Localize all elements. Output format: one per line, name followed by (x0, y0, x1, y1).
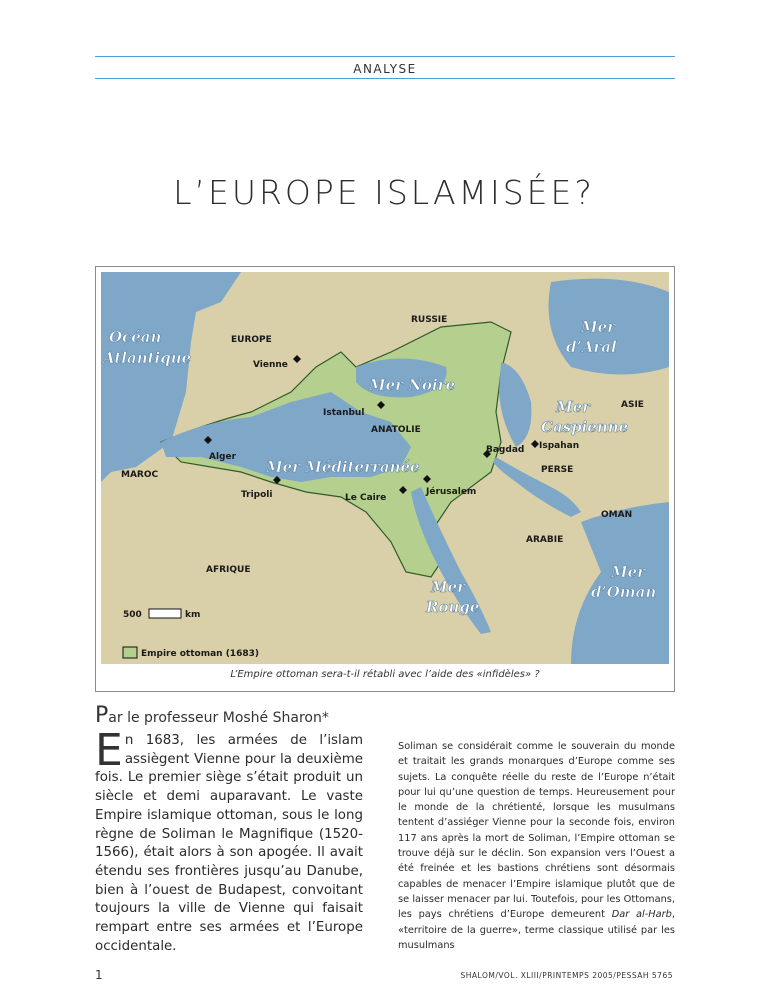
svg-text:Ispahan: Ispahan (539, 441, 580, 451)
byline-initial: P (95, 703, 109, 728)
label-anatolie: ANATOLIE (371, 425, 421, 435)
body-text-part1: Soliman se considérait comme le souverain du monde et traitait les grands monarques d’Europe comme ses sujets. La conquête réelle du reste de l’Europe n’était pour lui qu’une question de temps. Heureusement pour le monde de la chrétienté, lorsque les musulmans tentent d’assiéger Vienne pour la seconde fois, environ 117 ans après la mort de Soliman, l’Empire ottoman se trouve déjà sur le déclin. Son expansion vers l’Ouest a été freinée et les bastions chrétiens sont désormais capables de menacer l’Empire islamique plutôt que de se laisser menacer par lui. Toutefois, pour les Ottomans, les pays chrétiens d’Europe demeurent (398, 741, 675, 921)
label-caspienne-1: Mer (556, 398, 591, 416)
map-caption: L’Empire ottoman sera-t-il rétabli avec l’aide des «infidèles» ? (230, 669, 540, 680)
svg-text:Bagdad: Bagdad (486, 445, 525, 455)
label-rouge-1: Mer (431, 578, 466, 596)
body-text-italic: Dar al-Harb (611, 909, 672, 921)
svg-text:km: km (185, 610, 201, 620)
svg-text:500: 500 (123, 610, 142, 620)
drop-cap: E (95, 725, 123, 776)
label-maroc: MAROC (121, 470, 159, 480)
lead-paragraph: n 1683, les armées de l’islam assiègent Vienne pour la deuxième fois. Le premier siège s’était produit un siècle et demi auparavant. Le vaste Empire islamique ottoman, sous le long règne de Soliman le Magnifique (1520-1566), était alors à son apogée. Il avait étendu ses frontières jusqu’au Danube, bien à l’ouest de Budapest, convoitant toujours la ville de Vienne qui faisait rempart entre ses armées et l’Europe occidentale. (95, 733, 363, 954)
byline (95, 703, 329, 728)
scale-bar (123, 609, 200, 620)
label-oman: OMAN (601, 510, 633, 520)
svg-text:Alger: Alger (209, 452, 237, 462)
svg-text:Istanbul: Istanbul (323, 408, 365, 418)
label-aral-1: Mer (581, 318, 616, 336)
label-ocean-2: Atlantique (103, 349, 192, 367)
section-label: ANALYSE (353, 62, 417, 76)
article-lead-column (95, 725, 363, 956)
publication-footer: SHALOM/VOL. XLIII/PRINTEMPS 2005/PESSAH 5765 (460, 971, 673, 980)
svg-text:Tripoli: Tripoli (241, 490, 273, 500)
label-ocean-1: Océan (109, 328, 162, 346)
header-rule-bottom (95, 78, 675, 79)
byline-text: ar le professeur Moshé Sharon* (108, 710, 329, 726)
article-title: L’EUROPE ISLAMISÉE? (173, 173, 595, 212)
svg-text:Vienne: Vienne (253, 360, 288, 370)
svg-text:Jérusalem: Jérusalem (426, 487, 477, 497)
label-perse: PERSE (541, 465, 574, 475)
city-ispahan (531, 440, 579, 451)
map-figure (95, 266, 675, 692)
svg-text:Empire ottoman (1683): Empire ottoman (1683) (141, 649, 259, 659)
label-arabie: ARABIE (526, 535, 564, 545)
label-russie: RUSSIE (411, 315, 448, 325)
label-europe: EUROPE (231, 335, 272, 345)
label-aral-2: d’Aral (566, 338, 617, 356)
header-rule-top (95, 56, 675, 57)
label-rouge-2: Rouge (426, 598, 480, 616)
body-text-part2: , «territoire de la guerre», terme classique utilisé par les musulmans (398, 909, 675, 951)
map-legend (123, 647, 259, 659)
label-oman-2: d’Oman (591, 583, 657, 601)
label-asie: ASIE (621, 400, 644, 410)
label-caspienne-2: Caspienne (541, 418, 629, 436)
label-mediterranee: Mer Méditerranée (266, 458, 420, 476)
ottoman-empire-map (101, 272, 669, 664)
label-afrique: AFRIQUE (206, 565, 251, 575)
label-oman-1: Mer (611, 563, 646, 581)
svg-text:Le Caire: Le Caire (345, 493, 387, 503)
label-mer-noire: Mer Noire (369, 376, 456, 394)
page-number: 1 (95, 968, 103, 982)
article-body-column (398, 739, 675, 953)
